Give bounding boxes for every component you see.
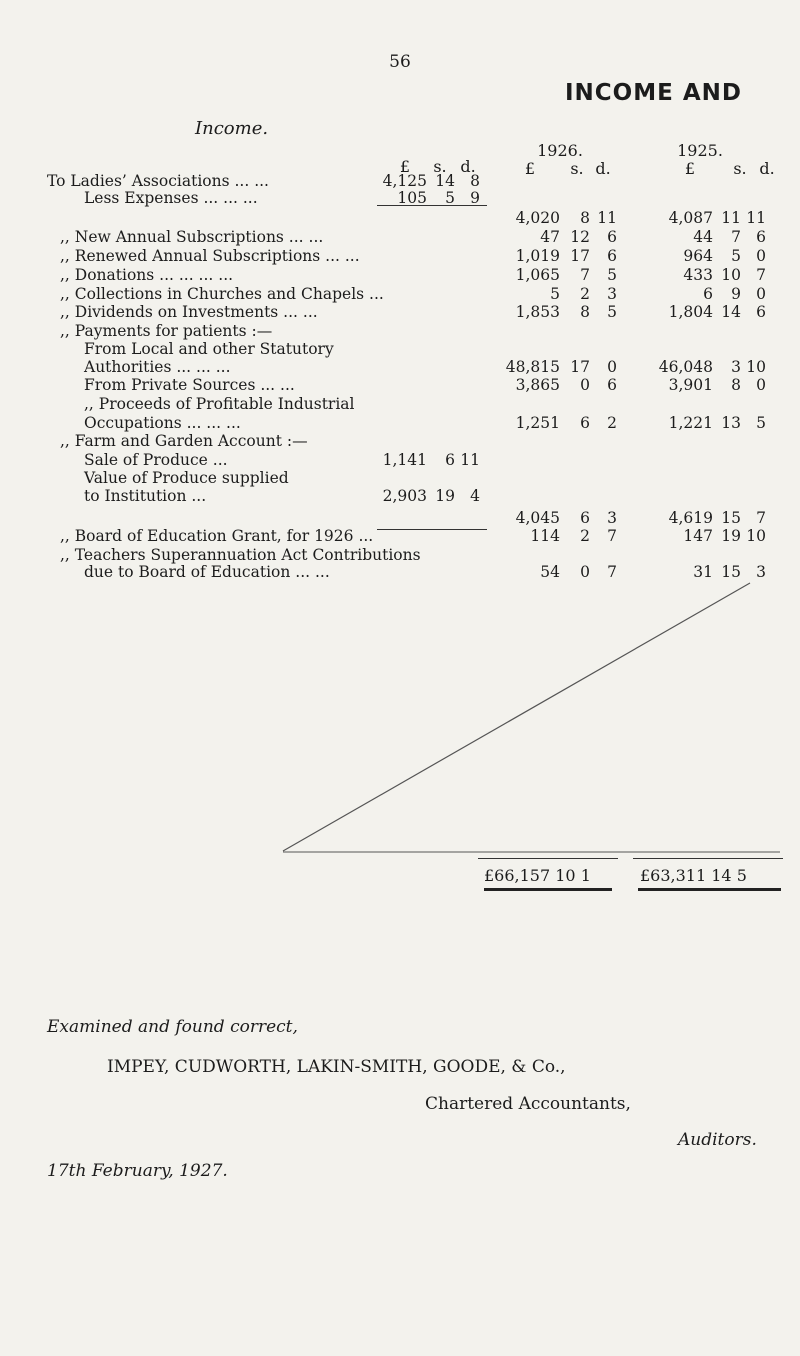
inner-pence-cell: 9 (470, 189, 480, 207)
y1925-pounds-cell: 964 (683, 247, 713, 265)
y1926-shillings-header: s. (570, 159, 584, 178)
y1926-pounds-cell: 4,020 (515, 209, 560, 227)
y1926-shillings-cell: 6 (580, 509, 590, 527)
row-label: to Institution ... (84, 487, 207, 505)
report-date: 17th February, 1927. (47, 1161, 228, 1181)
auditor-firm: IMPEY, CUDWORTH, LAKIN-SMITH, GOODE, & Co., (107, 1057, 566, 1077)
examined-statement: Examined and found correct, (47, 1017, 298, 1037)
y1926-pounds-header: £ (524, 159, 536, 178)
y1926-pounds-cell: 54 (540, 563, 560, 581)
total-rule-1925 (633, 858, 783, 859)
y1926-pounds-cell: 1,019 (515, 247, 560, 265)
year-1926-header: 1926. (537, 141, 583, 160)
year-1925-header: 1925. (677, 141, 723, 160)
inner-shillings-cell: 19 (435, 487, 455, 505)
y1926-pounds-cell: 48,815 (505, 358, 560, 376)
inner-pounds-cell: 4,125 (382, 172, 427, 190)
y1925-pounds-cell: 46,048 (658, 358, 713, 376)
auditor-role: Chartered Accountants, (425, 1094, 631, 1114)
y1926-pence-cell: 6 (607, 376, 617, 394)
y1925-pence-cell: 3 (756, 563, 766, 581)
y1926-pence-cell: 6 (607, 228, 617, 246)
y1926-shillings-cell: 7 (580, 266, 590, 284)
y1926-shillings-cell: 0 (580, 376, 590, 394)
y1925-pence-cell: 11 (746, 209, 766, 227)
row-label: ,, Renewed Annual Subscriptions ... ... (60, 247, 360, 265)
y1925-shillings-cell: 8 (731, 376, 741, 394)
inner-shillings-cell: 6 (445, 451, 455, 469)
row-label: ,, Board of Education Grant, for 1926 ... (60, 527, 374, 545)
y1925-pence-cell: 0 (756, 285, 766, 303)
y1926-pounds-cell: 47 (540, 228, 560, 246)
inner-pence-cell: 8 (470, 172, 480, 190)
inner-pence-cell: 4 (470, 487, 480, 505)
y1925-pounds-cell: 1,804 (668, 303, 713, 321)
y1925-shillings-cell: 15 (721, 509, 741, 527)
y1926-shillings-cell: 6 (580, 414, 590, 432)
y1925-pence-cell: 6 (756, 228, 766, 246)
income-heading: Income. (195, 118, 269, 139)
row-label: ,, Proceeds of Profitable Industrial (84, 395, 355, 413)
y1925-shillings-cell: 7 (731, 228, 741, 246)
y1926-pence-cell: 0 (607, 358, 617, 376)
y1925-pence-cell: 6 (756, 303, 766, 321)
page-heading: INCOME AND (565, 80, 742, 106)
row-label: From Private Sources ... ... (84, 376, 295, 394)
y1925-pence-cell: 7 (756, 509, 766, 527)
y1925-pence-cell: 7 (756, 266, 766, 284)
y1926-pounds-cell: 3,865 (515, 376, 560, 394)
row-label: Authorities ... ... ... (84, 358, 231, 376)
y1926-pence-header: d. (595, 159, 611, 178)
inner-pence-cell: 11 (460, 451, 480, 469)
y1925-pence-header: d. (759, 159, 775, 178)
y1926-pence-cell: 7 (607, 563, 617, 581)
y1925-pence-cell: 10 (746, 527, 766, 545)
y1925-shillings-cell: 19 (721, 527, 741, 545)
y1925-shillings-cell: 13 (721, 414, 741, 432)
row-label: Less Expenses ... ... ... (84, 189, 258, 207)
y1925-pounds-cell: 44 (693, 228, 713, 246)
y1926-pounds-cell: 1,853 (515, 303, 560, 321)
y1926-pence-cell: 3 (607, 509, 617, 527)
y1926-shillings-cell: 17 (570, 358, 590, 376)
row-label: ,, Donations ... ... ... ... (60, 266, 234, 284)
y1925-pounds-cell: 1,221 (668, 414, 713, 432)
y1925-shillings-cell: 5 (731, 247, 741, 265)
y1925-pounds-cell: 6 (703, 285, 713, 303)
y1926-shillings-cell: 8 (580, 303, 590, 321)
inner-pence-header: d. (460, 157, 476, 176)
y1926-shillings-cell: 8 (580, 209, 590, 227)
y1925-shillings-cell: 14 (721, 303, 741, 321)
y1925-pounds-cell: 4,619 (668, 509, 713, 527)
row-label: ,, Farm and Garden Account :— (60, 432, 308, 450)
y1926-pence-cell: 3 (607, 285, 617, 303)
y1926-pence-cell: 11 (597, 209, 617, 227)
y1926-pence-cell: 5 (607, 266, 617, 284)
inner-pounds-header: £ (399, 157, 411, 176)
double-rule-1926 (484, 888, 612, 891)
y1926-pounds-cell: 4,045 (515, 509, 560, 527)
y1925-pounds-cell: 4,087 (668, 209, 713, 227)
y1926-pence-cell: 2 (607, 414, 617, 432)
row-label: Sale of Produce ... (84, 451, 228, 469)
y1926-pounds-cell: 114 (530, 527, 560, 545)
y1925-shillings-cell: 15 (721, 563, 741, 581)
inner-pounds-cell: 2,903 (382, 487, 427, 505)
y1925-shillings-header: s. (733, 159, 747, 178)
y1925-shillings-cell: 10 (721, 266, 741, 284)
y1926-pence-cell: 6 (607, 247, 617, 265)
row-label: due to Board of Education ... ... (84, 563, 330, 581)
y1925-pence-cell: 10 (746, 358, 766, 376)
total-1925: £63,311 14 5 (640, 866, 747, 885)
y1925-pence-cell: 5 (756, 414, 766, 432)
y1926-shillings-cell: 12 (570, 228, 590, 246)
inner-shillings-cell: 14 (435, 172, 455, 190)
total-1926: £66,157 10 1 (484, 866, 591, 885)
double-rule-1925 (638, 888, 781, 891)
row-label: To Ladies’ Associations ... ... (47, 172, 269, 190)
y1926-shillings-cell: 17 (570, 247, 590, 265)
y1926-shillings-cell: 2 (580, 285, 590, 303)
row-label: ,, New Annual Subscriptions ... ... (60, 228, 324, 246)
y1926-pence-cell: 5 (607, 303, 617, 321)
y1926-pounds-cell: 5 (550, 285, 560, 303)
row-label: Occupations ... ... ... (84, 414, 241, 432)
y1925-pounds-cell: 147 (683, 527, 713, 545)
y1926-shillings-cell: 2 (580, 527, 590, 545)
inner-shillings-header: s. (433, 157, 447, 176)
total-rule-1926 (478, 858, 618, 859)
row-label: ,, Dividends on Investments ... ... (60, 303, 318, 321)
row-label: ,, Teachers Superannuation Act Contributions (60, 546, 421, 564)
y1926-shillings-cell: 0 (580, 563, 590, 581)
y1926-pence-cell: 7 (607, 527, 617, 545)
row-label: Value of Produce supplied (84, 469, 289, 487)
row-label: ,, Collections in Churches and Chapels ... (60, 285, 384, 303)
y1925-shillings-cell: 9 (731, 285, 741, 303)
y1925-shillings-cell: 11 (721, 209, 741, 227)
row-label: From Local and other Statutory (84, 340, 334, 358)
y1925-pence-cell: 0 (756, 247, 766, 265)
y1926-pounds-cell: 1,251 (515, 414, 560, 432)
y1925-pounds-header: £ (684, 159, 696, 178)
y1925-shillings-cell: 3 (731, 358, 741, 376)
inner-pounds-cell: 105 (397, 189, 427, 207)
inner-shillings-cell: 5 (445, 189, 455, 207)
page-number: 56 (389, 52, 411, 72)
row-label: ,, Payments for patients :— (60, 322, 273, 340)
auditors-label: Auditors. (678, 1130, 757, 1150)
y1925-pounds-cell: 31 (693, 563, 713, 581)
inner-pounds-cell: 1,141 (382, 451, 427, 469)
y1925-pence-cell: 0 (756, 376, 766, 394)
y1925-pounds-cell: 433 (683, 266, 713, 284)
y1926-pounds-cell: 1,065 (515, 266, 560, 284)
y1925-pounds-cell: 3,901 (668, 376, 713, 394)
